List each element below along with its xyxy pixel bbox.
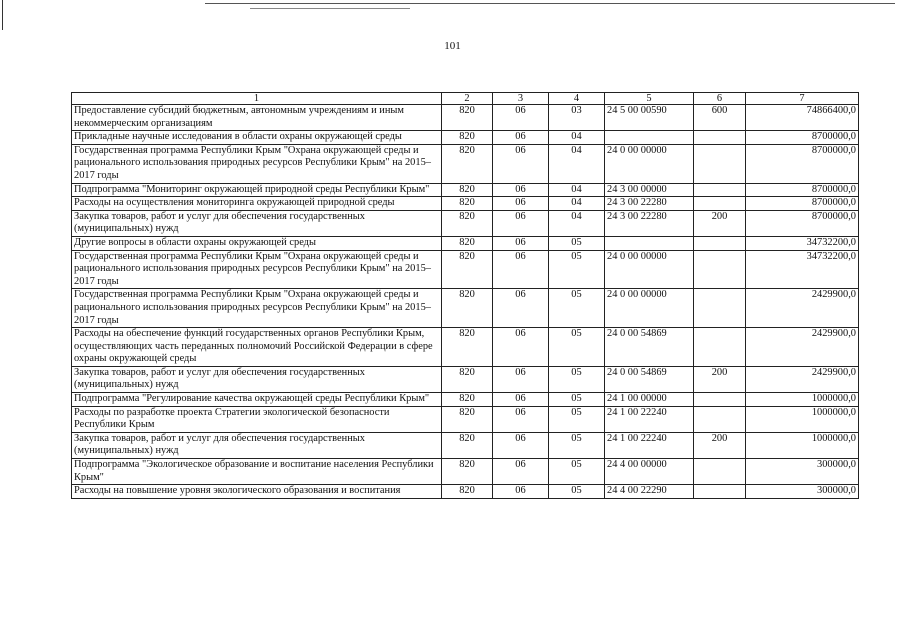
expense-type-code-cell	[694, 328, 746, 367]
section-code-cell: 06	[493, 131, 549, 145]
amount-cell: 1000000,0	[746, 393, 859, 407]
column-header: 2	[442, 93, 493, 105]
ministry-code-cell: 820	[442, 366, 493, 392]
section-code-cell: 06	[493, 236, 549, 250]
expense-type-code-cell: 200	[694, 210, 746, 236]
column-header: 1	[72, 93, 442, 105]
table-row	[72, 393, 859, 407]
subsection-code-cell: 04	[549, 210, 605, 236]
ministry-code-cell: 820	[442, 144, 493, 183]
column-header: 4	[549, 93, 605, 105]
ministry-code-cell: 820	[442, 197, 493, 211]
amount-cell: 300000,0	[746, 485, 859, 499]
target-article-code-cell	[605, 236, 694, 250]
section-code-cell: 06	[493, 406, 549, 432]
target-article-code-cell: 24 0 00 54869	[605, 366, 694, 392]
subsection-code-cell: 05	[549, 432, 605, 458]
target-article-code-cell	[605, 131, 694, 145]
row-description-cell: Государственная программа Республики Крым "Охрана окружающей среды и рационального использования природных ресурсов Республики Крым" на 2015–2017 годы	[72, 250, 442, 289]
table-row	[72, 485, 859, 499]
column-header: 5	[605, 93, 694, 105]
subsection-code-cell: 05	[549, 393, 605, 407]
amount-cell: 34732200,0	[746, 236, 859, 250]
table-row	[72, 236, 859, 250]
target-article-code-cell: 24 1 00 22240	[605, 432, 694, 458]
ministry-code-cell: 820	[442, 250, 493, 289]
subsection-code-cell: 05	[549, 459, 605, 485]
amount-cell: 2429900,0	[746, 289, 859, 328]
scan-border-line	[205, 3, 895, 4]
page-number: 101	[444, 40, 461, 52]
target-article-code-cell: 24 5 00 00590	[605, 105, 694, 131]
amount-cell: 2429900,0	[746, 328, 859, 367]
table-row	[72, 131, 859, 145]
row-description-cell: Другие вопросы в области охраны окружающей среды	[72, 236, 442, 250]
ministry-code-cell: 820	[442, 406, 493, 432]
table-row	[72, 289, 859, 328]
expense-type-code-cell	[694, 197, 746, 211]
row-description-cell: Расходы на осуществления мониторинга окружающей природной среды	[72, 197, 442, 211]
amount-cell: 8700000,0	[746, 210, 859, 236]
expense-type-code-cell: 200	[694, 366, 746, 392]
target-article-code-cell: 24 3 00 00000	[605, 183, 694, 197]
subsection-code-cell: 05	[549, 366, 605, 392]
ministry-code-cell: 820	[442, 289, 493, 328]
row-description-cell: Подпрограмма "Мониторинг окружающей природной среды Республики Крым"	[72, 183, 442, 197]
subsection-code-cell: 05	[549, 328, 605, 367]
ministry-code-cell: 820	[442, 131, 493, 145]
expense-type-code-cell	[694, 406, 746, 432]
subsection-code-cell: 04	[549, 131, 605, 145]
amount-cell: 8700000,0	[746, 183, 859, 197]
amount-cell: 74866400,0	[746, 105, 859, 131]
table-header-row	[72, 93, 859, 105]
ministry-code-cell: 820	[442, 393, 493, 407]
section-code-cell: 06	[493, 289, 549, 328]
table-row	[72, 105, 859, 131]
target-article-code-cell: 24 0 00 00000	[605, 144, 694, 183]
table-row	[72, 250, 859, 289]
table-body	[72, 105, 859, 499]
target-article-code-cell: 24 3 00 22280	[605, 210, 694, 236]
row-description-cell: Подпрограмма "Экологическое образование и воспитание населения Республики Крым"	[72, 459, 442, 485]
amount-cell: 300000,0	[746, 459, 859, 485]
section-code-cell: 06	[493, 485, 549, 499]
target-article-code-cell: 24 0 00 00000	[605, 289, 694, 328]
target-article-code-cell: 24 0 00 54869	[605, 328, 694, 367]
subsection-code-cell: 04	[549, 183, 605, 197]
table-row	[72, 366, 859, 392]
amount-cell: 8700000,0	[746, 131, 859, 145]
target-article-code-cell: 24 1 00 00000	[605, 393, 694, 407]
section-code-cell: 06	[493, 197, 549, 211]
amount-cell: 2429900,0	[746, 366, 859, 392]
ministry-code-cell: 820	[442, 183, 493, 197]
subsection-code-cell: 03	[549, 105, 605, 131]
expense-type-code-cell	[694, 131, 746, 145]
table-row	[72, 459, 859, 485]
ministry-code-cell: 820	[442, 485, 493, 499]
section-code-cell: 06	[493, 459, 549, 485]
table-row	[72, 144, 859, 183]
amount-cell: 1000000,0	[746, 432, 859, 458]
subsection-code-cell: 05	[549, 289, 605, 328]
subsection-code-cell: 05	[549, 406, 605, 432]
table-row	[72, 197, 859, 211]
row-description-cell: Подпрограмма "Регулирование качества окружающей среды Республики Крым"	[72, 393, 442, 407]
section-code-cell: 06	[493, 328, 549, 367]
row-description-cell: Предоставление субсидий бюджетным, автономным учреждениям и иным некоммерческим организациям	[72, 105, 442, 131]
budget-table	[71, 92, 859, 499]
expense-type-code-cell	[694, 183, 746, 197]
column-header: 6	[694, 93, 746, 105]
table-row	[72, 210, 859, 236]
section-code-cell: 06	[493, 105, 549, 131]
ministry-code-cell: 820	[442, 459, 493, 485]
expense-type-code-cell	[694, 485, 746, 499]
section-code-cell: 06	[493, 183, 549, 197]
row-description-cell: Расходы на обеспечение функций государственных органов Республики Крым, осуществляющих часть переданных полномочий Российской Федерации в сфере охраны окружающей среды	[72, 328, 442, 367]
ministry-code-cell: 820	[442, 432, 493, 458]
section-code-cell: 06	[493, 210, 549, 236]
subsection-code-cell: 05	[549, 250, 605, 289]
row-description-cell: Закупка товаров, работ и услуг для обеспечения государственных (муниципальных) нужд	[72, 432, 442, 458]
ministry-code-cell: 820	[442, 210, 493, 236]
row-description-cell: Расходы на повышение уровня экологического образования и воспитания	[72, 485, 442, 499]
section-code-cell: 06	[493, 393, 549, 407]
amount-cell: 34732200,0	[746, 250, 859, 289]
section-code-cell: 06	[493, 144, 549, 183]
target-article-code-cell: 24 3 00 22280	[605, 197, 694, 211]
column-header: 3	[493, 93, 549, 105]
expense-type-code-cell	[694, 393, 746, 407]
expense-type-code-cell	[694, 289, 746, 328]
ministry-code-cell: 820	[442, 328, 493, 367]
amount-cell: 8700000,0	[746, 144, 859, 183]
subsection-code-cell: 04	[549, 144, 605, 183]
subsection-code-cell: 04	[549, 197, 605, 211]
row-description-cell: Государственная программа Республики Крым "Охрана окружающей среды и рационального использования природных ресурсов Республики Крым" на 2015–2017 годы	[72, 289, 442, 328]
section-code-cell: 06	[493, 366, 549, 392]
row-description-cell: Закупка товаров, работ и услуг для обеспечения государственных (муниципальных) нужд	[72, 210, 442, 236]
ministry-code-cell: 820	[442, 105, 493, 131]
target-article-code-cell: 24 1 00 22240	[605, 406, 694, 432]
target-article-code-cell: 24 4 00 00000	[605, 459, 694, 485]
expense-type-code-cell	[694, 144, 746, 183]
target-article-code-cell: 24 0 00 00000	[605, 250, 694, 289]
section-code-cell: 06	[493, 250, 549, 289]
table-row	[72, 432, 859, 458]
subsection-code-cell: 05	[549, 485, 605, 499]
ministry-code-cell: 820	[442, 236, 493, 250]
expense-type-code-cell	[694, 250, 746, 289]
table-row	[72, 328, 859, 367]
row-description-cell: Государственная программа Республики Крым "Охрана окружающей среды и рационального использования природных ресурсов Республики Крым" на 2015–2017 годы	[72, 144, 442, 183]
column-header: 7	[746, 93, 859, 105]
amount-cell: 8700000,0	[746, 197, 859, 211]
expense-type-code-cell: 200	[694, 432, 746, 458]
subsection-code-cell: 05	[549, 236, 605, 250]
row-description-cell: Прикладные научные исследования в области охраны окружающей среды	[72, 131, 442, 145]
expense-type-code-cell	[694, 459, 746, 485]
section-code-cell: 06	[493, 432, 549, 458]
row-description-cell: Расходы по разработке проекта Стратегии экологической безопасности Республики Крым	[72, 406, 442, 432]
target-article-code-cell: 24 4 00 22290	[605, 485, 694, 499]
table-row	[72, 406, 859, 432]
expense-type-code-cell	[694, 236, 746, 250]
scan-artifact-line	[250, 8, 410, 9]
table-row	[72, 183, 859, 197]
amount-cell: 1000000,0	[746, 406, 859, 432]
scan-edge-mark	[2, 0, 3, 30]
expense-type-code-cell: 600	[694, 105, 746, 131]
row-description-cell: Закупка товаров, работ и услуг для обеспечения государственных (муниципальных) нужд	[72, 366, 442, 392]
